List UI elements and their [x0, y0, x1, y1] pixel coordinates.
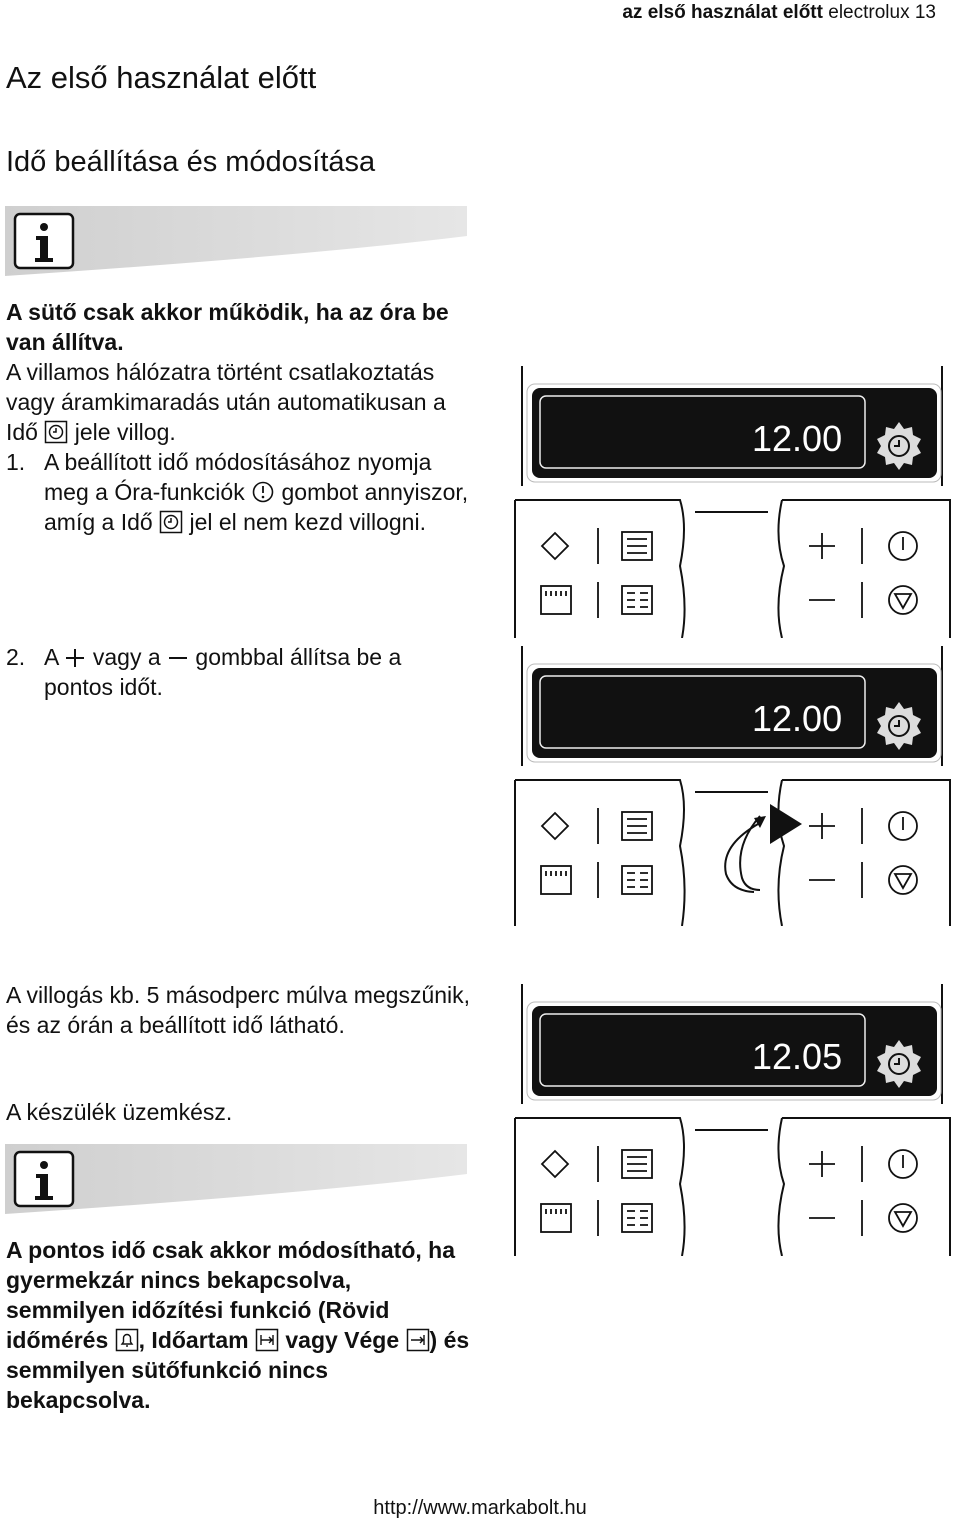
minus-icon [167, 647, 189, 669]
control-panel-illustration-2 [510, 646, 960, 926]
plus-icon [64, 647, 86, 669]
display-time: 12.00 [752, 418, 843, 459]
info-band [5, 1144, 467, 1214]
oven-light-icon [541, 1204, 571, 1232]
header-section: az első használat előtt [622, 2, 823, 23]
plus-button-icon [809, 1151, 835, 1177]
bell-icon [115, 1328, 139, 1352]
text-block-result [6, 980, 476, 1040]
duration-icon [255, 1328, 279, 1352]
plus-button-icon [809, 533, 835, 559]
header-page-number: 13 [914, 2, 936, 23]
clock-icon [159, 510, 183, 534]
flash-end-note: A villogás kb. 5 másodperc múlva megszűnik, és az órán a beállított idő látható. [6, 982, 471, 1038]
control-panel-illustration-1 [510, 366, 960, 638]
info-band [5, 206, 467, 276]
text-block-setup [6, 297, 476, 537]
display-time: 12.00 [752, 698, 843, 739]
pointer-arrow-icon [770, 804, 802, 844]
display-time: 12.05 [752, 1036, 843, 1077]
footer-url[interactable]: http://www.markabolt.hu [373, 1497, 587, 1519]
end-time-icon [406, 1328, 430, 1352]
oven-function-icon [542, 533, 568, 559]
step-1: 1. A beállított idő módosításához nyomja meg a Óra-funkciók gombot annyiszor, amíg a Idő jel el nem kezd villogni. [6, 449, 469, 535]
section-title: Idő beállítása és módosítása [6, 146, 376, 178]
text-block-step2 [6, 642, 476, 702]
clock-function-icon [251, 480, 275, 504]
turn-arrow-icon [725, 824, 758, 892]
plus-button-icon [809, 813, 835, 839]
ready-note: A készülék üzemkész. [6, 1099, 233, 1125]
step-2: 2. A vagy a gombbal állítsa be a pontos időt. [6, 644, 402, 700]
warning-paragraph: A pontos idő csak akkor módosítható, ha gyermekzár nincs bekapcsolva, semmilyen időzítési funkció (Rövid időmérés , Időartam vagy Vége ) és semmilyen sütőfunkció nincs bekapcsolva. [6, 1237, 470, 1413]
oven-light-icon [541, 586, 571, 614]
info-icon [15, 214, 73, 268]
oven-light-icon [541, 866, 571, 894]
page-title: Az első használat előtt [6, 60, 317, 95]
header-brand: electrolux [828, 2, 910, 23]
clock-icon [44, 420, 68, 444]
oven-function-icon [542, 1151, 568, 1177]
page-header [622, 2, 936, 24]
info-icon [15, 1152, 73, 1206]
oven-function-icon [542, 813, 568, 839]
clock-required-note: A sütő csak akkor működik, ha az óra be van állítva. [6, 299, 449, 355]
control-panel-illustration-3 [510, 984, 960, 1256]
intro-paragraph: A villamos hálózatra történt csatlakoztatás vagy áramkimaradás után automatikusan a Idő jele villog. [6, 359, 446, 445]
